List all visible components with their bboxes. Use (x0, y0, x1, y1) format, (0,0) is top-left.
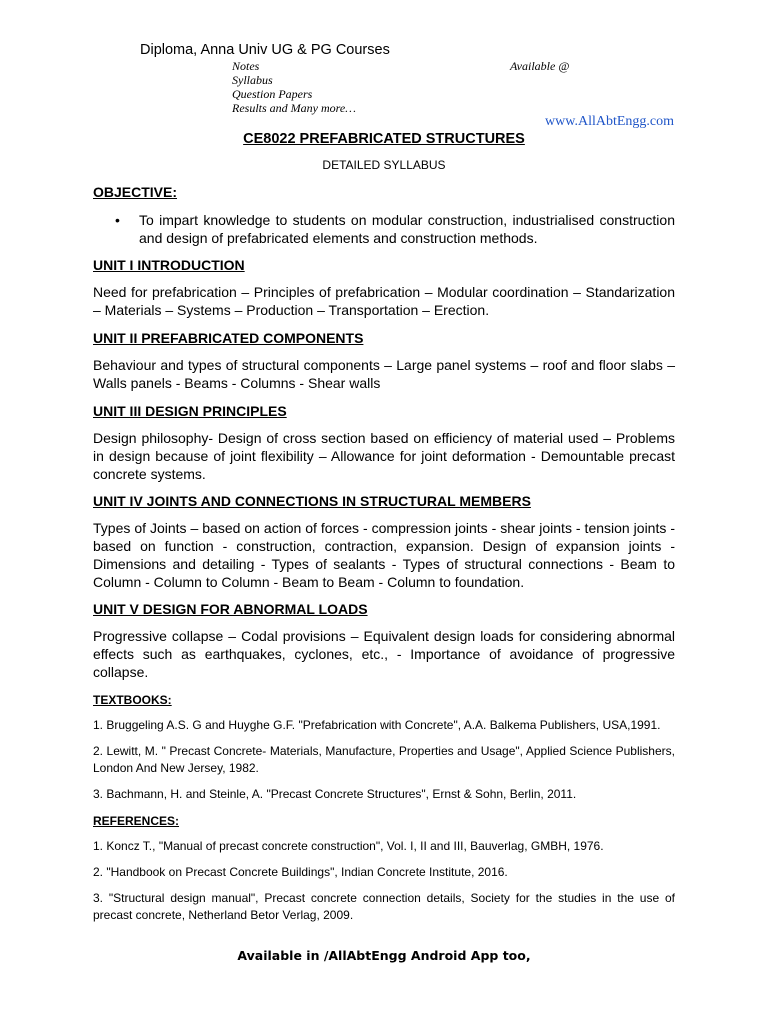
reference-item: 1. Koncz T., "Manual of precast concrete construction", Vol. I, II and III, Bauverlag, GMBH, 1976. (93, 839, 604, 853)
header-items-list (232, 59, 356, 115)
textbooks-heading: TEXTBOOKS: (93, 693, 172, 707)
page-title: CE8022 PREFABRICATED STRUCTURES (243, 131, 525, 147)
objective-bullet-item (93, 211, 675, 247)
unit-heading: UNIT III DESIGN PRINCIPLES (93, 403, 287, 419)
header-available: Available @ (510, 59, 570, 73)
header-item: Syllabus (232, 73, 273, 87)
unit-text: Need for prefabrication – Principles of prefabrication – Modular coordination – Standarization – Materials – Systems – Production – Transportation – Erection. (93, 284, 675, 318)
header-item: Notes (232, 59, 260, 73)
textbook-item: 3. Bachmann, H. and Steinle, A. "Precast Concrete Structures", Ernst & Sohn, Berlin, 2011. (93, 787, 577, 801)
page-subtitle: DETAILED SYLLABUS (322, 158, 446, 172)
unit-text: Types of Joints – based on action of forces - compression joints - shear joints - tension joints - based on function - construction, contraction, expansion. Design of expansion joints - Dimensions and detailing - Types of sealants - Types of structural connections - Beam to Column - Column to Column - Beam to Beam - Column to foundation. (93, 520, 675, 590)
unit-text: Design philosophy- Design of cross section based on efficiency of material used – Problems in design because of joint flexibility – Allowance for joint deformation - Demountable precast concrete systems. (93, 430, 675, 482)
objective-heading: OBJECTIVE: (93, 184, 178, 200)
references-heading: REFERENCES: (93, 814, 180, 828)
unit-text: Behaviour and types of structural components – Large panel systems – roof and floor slabs – Walls panels - Beams - Columns - Shear walls (93, 357, 675, 391)
website-link[interactable]: www.AllAbtEngg.com (545, 114, 674, 129)
header-item: Results and Many more… (232, 101, 356, 115)
objective-text: To impart knowledge to students on modular construction, industrialised construction and design of prefabricated elements and construction methods. (139, 212, 675, 246)
unit-heading: UNIT V DESIGN FOR ABNORMAL LOADS (93, 601, 368, 617)
reference-item: 2. "Handbook on Precast Concrete Buildings", Indian Concrete Institute, 2016. (93, 865, 508, 879)
header-courses: Diploma, Anna Univ UG & PG Courses (140, 42, 390, 58)
unit-heading: UNIT IV JOINTS AND CONNECTIONS IN STRUCTURAL MEMBERS (93, 493, 531, 509)
unit-heading: UNIT I INTRODUCTION (93, 257, 245, 273)
unit-heading: UNIT II PREFABRICATED COMPONENTS (93, 330, 364, 346)
textbook-item: 1. Bruggeling A.S. G and Huyghe G.F. "Prefabrication with Concrete", A.A. Balkema Publishers, USA,1991. (93, 718, 661, 732)
unit-text: Progressive collapse – Codal provisions – Equivalent design loads for considering abnormal effects such as earthquakes, cyclones, etc., - Importance of avoidance of progressive collapse. (93, 628, 675, 680)
textbook-item: 2. Lewitt, M. " Precast Concrete- Materials, Manufacture, Properties and Usage", Applied Science Publishers, London And New Jersey, 1982. (93, 744, 675, 775)
bullet-icon: • (115, 212, 120, 228)
reference-item: 3. "Structural design manual", Precast concrete connection details, Society for the studies in the use of precast concrete, Netherland Betor Verlag, 2009. (93, 891, 675, 922)
header-item: Question Papers (232, 87, 313, 101)
footer-note: Available in /AllAbtEngg Android App too, (237, 948, 531, 963)
syllabus-content (93, 180, 675, 924)
